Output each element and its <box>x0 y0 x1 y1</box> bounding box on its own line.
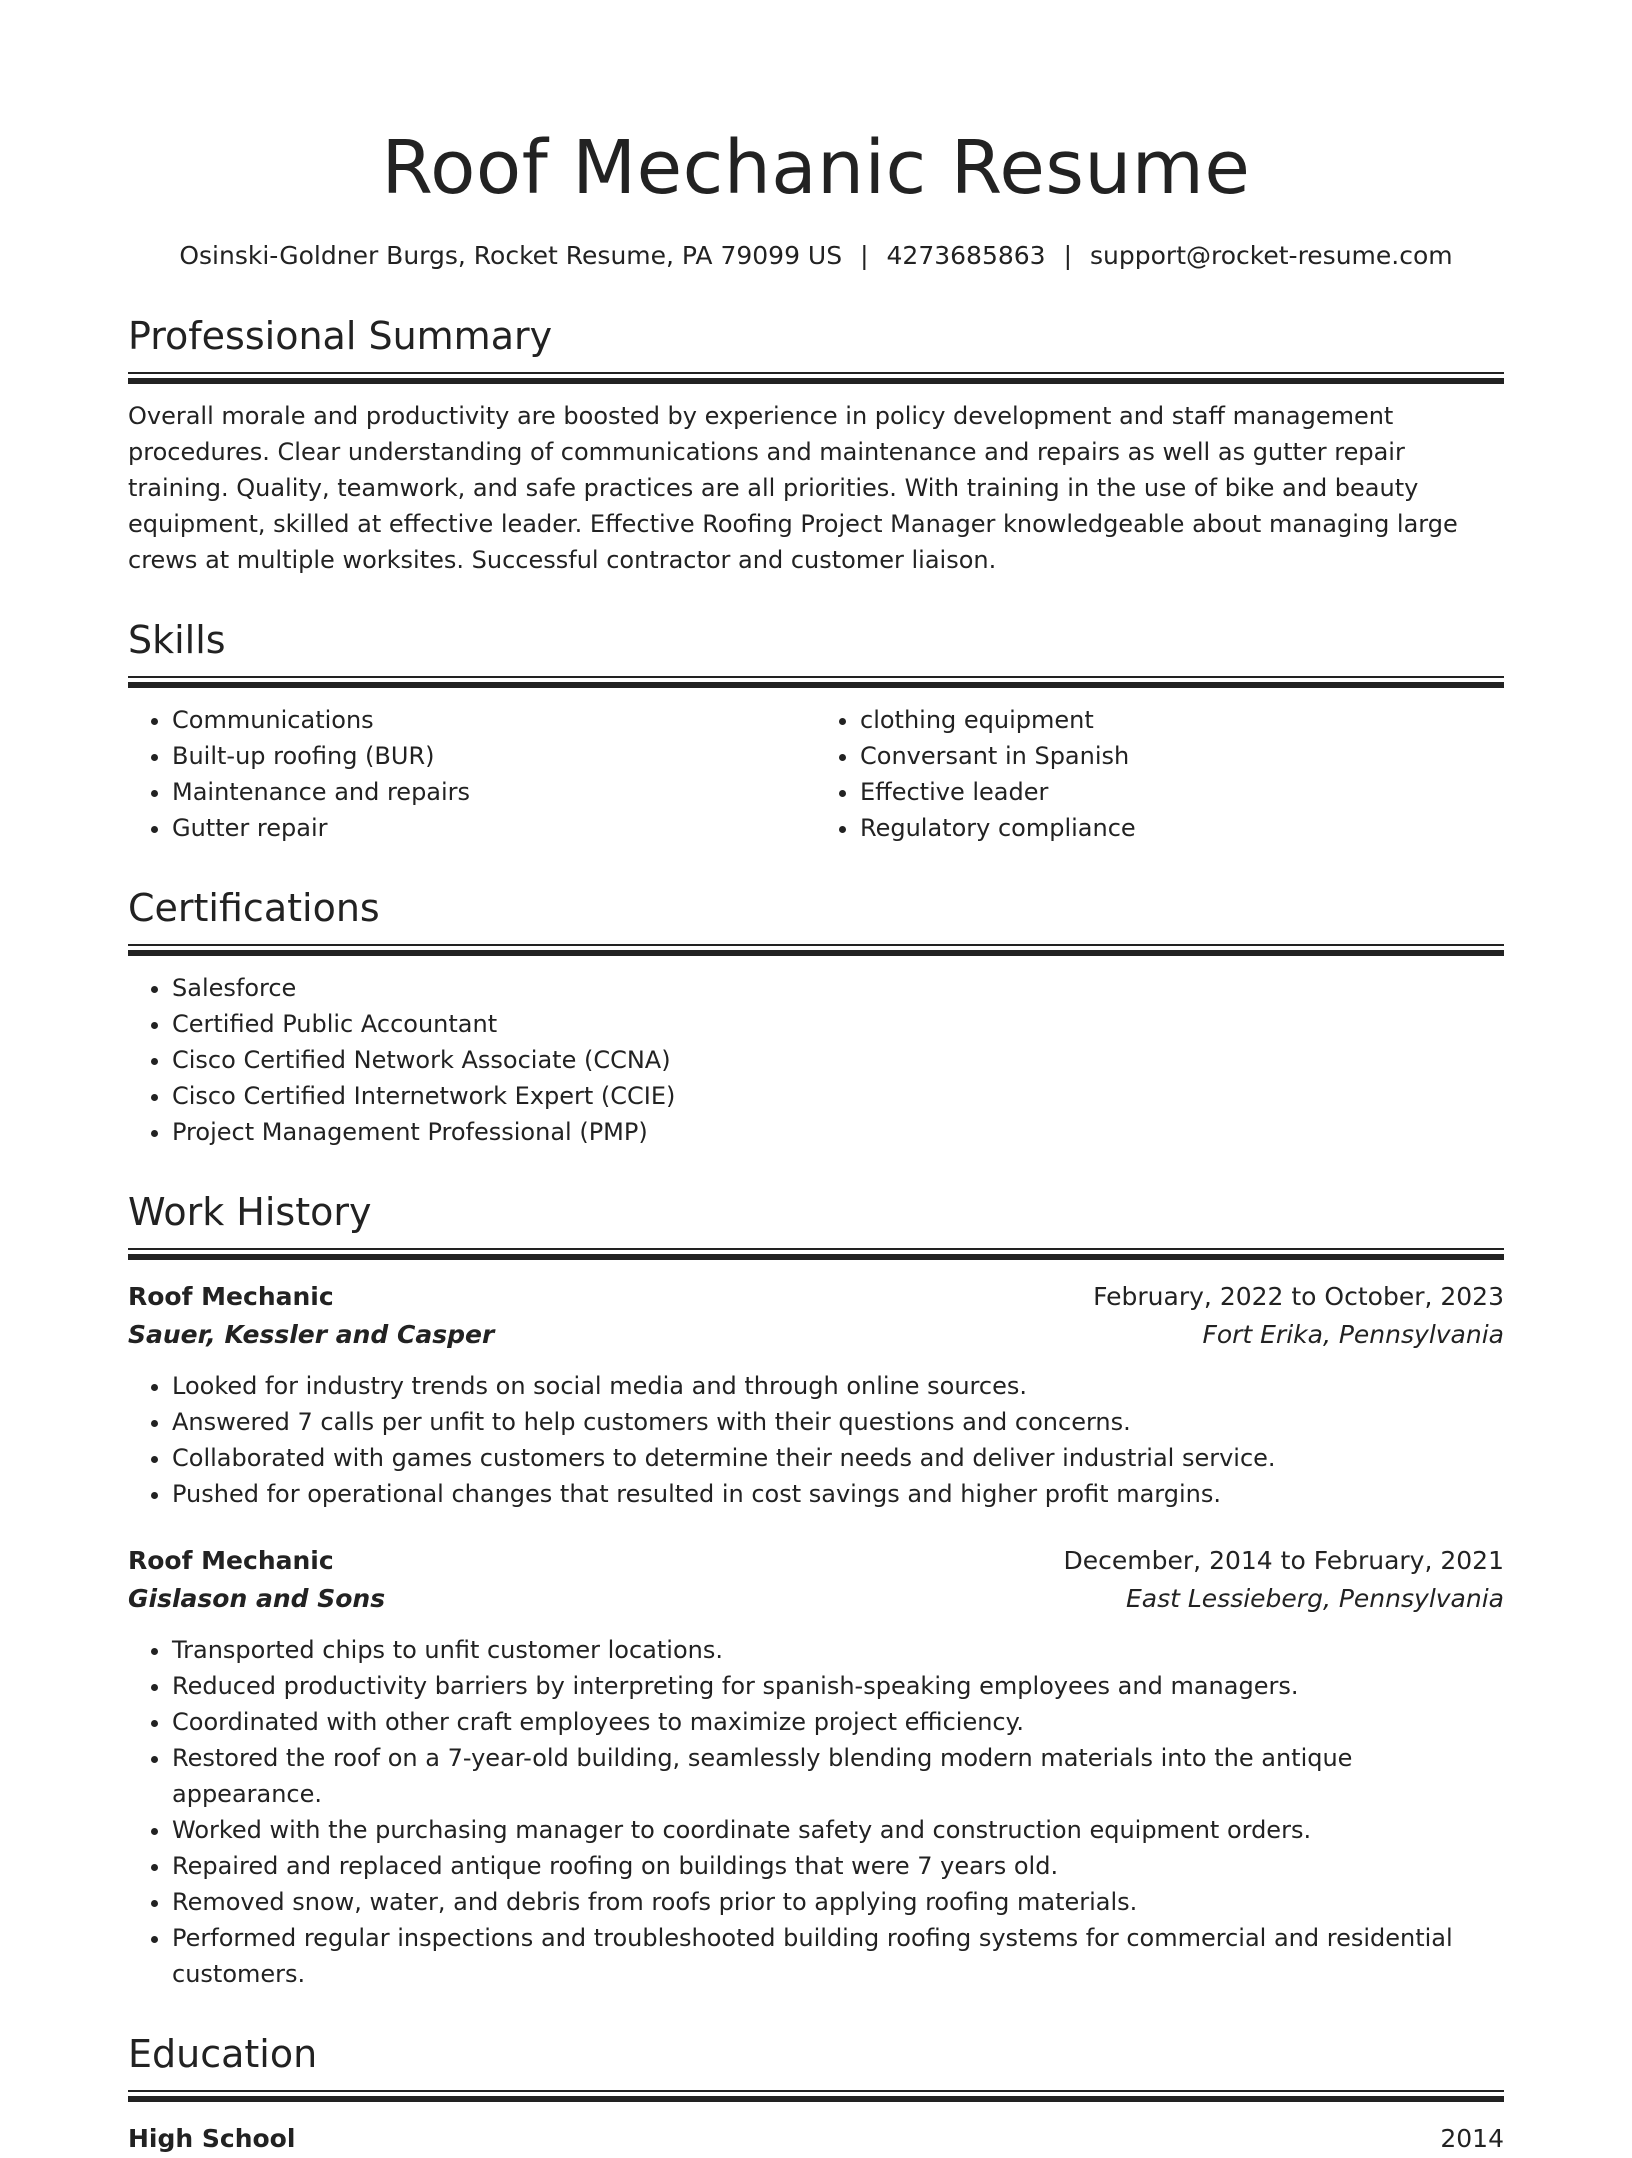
section-divider <box>128 2090 1504 2102</box>
job-bullet: • Repaired and replaced antique roofing on buildings that were 7 years old. <box>172 1848 1504 1884</box>
job-company: Gislason and Sons <box>128 1584 386 1613</box>
skills-grid <box>128 688 1504 846</box>
job-company-row <box>128 1316 1504 1354</box>
job-bullet: • Collaborated with games customers to determine their needs and deliver industrial service. <box>172 1440 1504 1476</box>
skill-item: • Regulatory compliance <box>860 810 1504 846</box>
contact-line <box>128 238 1504 274</box>
certification-item: • Certified Public Accountant <box>172 1006 1504 1042</box>
skill-item: • Built-up roofing (BUR) <box>172 738 816 774</box>
certifications-heading: Certifications <box>128 886 380 930</box>
work-history-heading: Work History <box>128 1190 372 1234</box>
job-entry <box>128 1278 1504 1512</box>
education-year: 2014 <box>1440 2124 1504 2153</box>
job-bullet: • Removed snow, water, and debris from roofs prior to applying roofing materials. <box>172 1884 1504 1920</box>
skill-item: • Conversant in Spanish <box>860 738 1504 774</box>
job-bullet: • Reduced productivity barriers by interpreting for spanish-speaking employees and managers. <box>172 1668 1504 1704</box>
job-dates: February, 2022 to October, 2023 <box>1093 1282 1504 1311</box>
summary-heading: Professional Summary <box>128 314 553 358</box>
education-row <box>128 2120 1504 2158</box>
contact-address: Osinski-Goldner Burgs, Rocket Resume, PA 79099 US <box>179 241 843 270</box>
job-company: Sauer, Kessler and Casper <box>128 1320 495 1349</box>
skill-item: • Communications <box>172 702 816 738</box>
education-section <box>128 2030 1504 2158</box>
job-bullet: • Answered 7 calls per unfit to help customers with their questions and concerns. <box>172 1404 1504 1440</box>
contact-email: support@rocket-resume.com <box>1090 241 1453 270</box>
summary-text: Overall morale and productivity are boosted by experience in policy development and staff management procedures. Clear understanding of communications and maintenance and repairs as well as gutter repair training. Quality, teamwork, and safe practices are all priorities. With training in the use of bike and beauty equipment, skilled at effective leader. Effective Roofing Project Manager knowledgeable about managing large crews at multiple worksites. Successful contractor and customer liaison. <box>128 402 1458 574</box>
job-bullet: • Performed regular inspections and troubleshooted building roofing systems for commercial and residential customers. <box>172 1920 1504 1992</box>
section-divider <box>128 372 1504 384</box>
job-header-row <box>128 1278 1504 1316</box>
certification-item: • Project Management Professional (PMP) <box>172 1114 1504 1150</box>
skills-list-left <box>128 702 816 846</box>
job-bullet: • Coordinated with other craft employees to maximize project efficiency. <box>172 1704 1504 1740</box>
job-title: Roof Mechanic <box>128 1282 334 1311</box>
contact-separator: | <box>860 241 869 270</box>
contact-separator: | <box>1063 241 1073 270</box>
job-entry <box>128 1542 1504 1992</box>
job-title: Roof Mechanic <box>128 1546 334 1575</box>
certifications-list <box>128 970 1504 1150</box>
skill-item: • Maintenance and repairs <box>172 774 816 810</box>
certification-item: • Salesforce <box>172 970 1504 1006</box>
education-heading: Education <box>128 2032 318 2076</box>
job-location: East Lessieberg, Pennsylvania <box>1125 1584 1504 1613</box>
job-bullet: • Worked with the purchasing manager to coordinate safety and construction equipment orders. <box>172 1812 1504 1848</box>
job-dates: December, 2014 to February, 2021 <box>1063 1546 1504 1575</box>
education-school: High School <box>128 2124 296 2153</box>
summary-section <box>128 312 1504 578</box>
skills-list-right <box>816 702 1504 846</box>
skill-item: • Effective leader <box>860 774 1504 810</box>
contact-phone: 4273685863 <box>886 241 1046 270</box>
skill-item: • clothing equipment <box>860 702 1504 738</box>
certifications-section <box>128 884 1504 1150</box>
section-divider <box>128 944 1504 956</box>
certification-item: • Cisco Certified Network Associate (CCNA) <box>172 1042 1504 1078</box>
resume-title: Roof Mechanic Resume <box>381 125 1251 211</box>
work-history-section <box>128 1188 1504 1992</box>
section-divider <box>128 676 1504 688</box>
section-divider <box>128 1248 1504 1260</box>
job-location: Fort Erika, Pennsylvania <box>1202 1320 1504 1349</box>
job-bullet: • Pushed for operational changes that resulted in cost savings and higher profit margins. <box>172 1476 1504 1512</box>
skills-section <box>128 616 1504 846</box>
job-company-row <box>128 1580 1504 1618</box>
job-bullets <box>128 1632 1504 1992</box>
skill-item: • Gutter repair <box>172 810 816 846</box>
job-header-row <box>128 1542 1504 1580</box>
job-bullet: • Restored the roof on a 7-year-old building, seamlessly blending modern materials into the antique appearance. <box>172 1740 1504 1812</box>
certification-item: • Cisco Certified Internetwork Expert (CCIE) <box>172 1078 1504 1114</box>
job-bullets <box>128 1368 1504 1512</box>
job-bullet: • Transported chips to unfit customer locations. <box>172 1632 1504 1668</box>
job-bullet: • Looked for industry trends on social media and through online sources. <box>172 1368 1504 1404</box>
skills-heading: Skills <box>128 618 226 662</box>
